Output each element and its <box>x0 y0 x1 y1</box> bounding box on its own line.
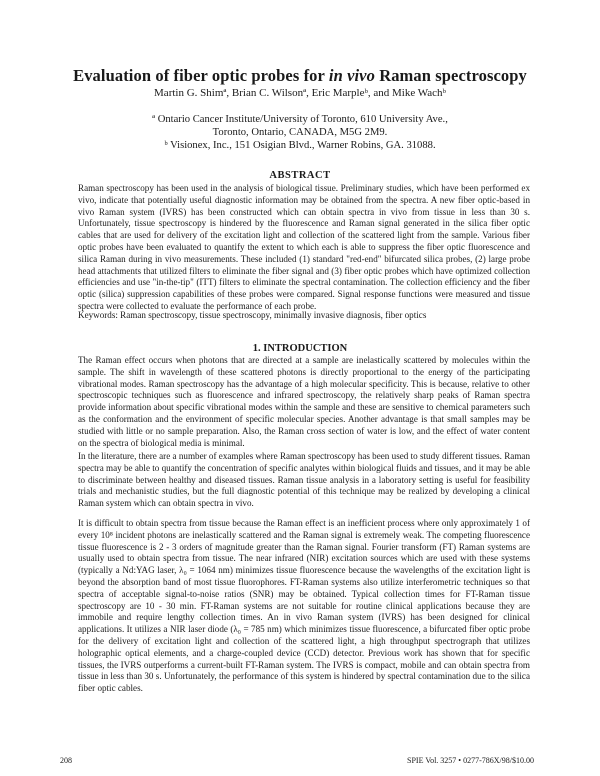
intro-paragraph-1: The Raman effect occurs when photons that are directed at a sample are inelastically scattered by molecules within the sample. The shift in wavelength of these scattered photons is directly proportional to the energy of the participating vibrational modes. Raman spectroscopy has the advantage of a high molecular specificity. This is because, relative to other spectroscopic techniques such as fluorescence and infrared spectroscopy, the relatively sharp peaks of Raman spectra provide information about specific vibrational modes within the sample and these are sensitive to chemical parameters such as the conformation and the environment of specific molecular species. Another advantage is that small samples may be studied with little or no sample preparation. Also, the Raman cross section of water is low, and the effect of water content on the spectra of biological media is minimal. <box>78 355 530 448</box>
abstract-text: Raman spectroscopy has been used in the analysis of biological tissue. Preliminary studies, which have been performed ex vivo, indicate that potentially useful diagnostic information may be obtained from the spectra. A new fiber optic-based in vivo Raman system (IVRS) has been constructed which can obtain spectra in vivo from tissue in less than 30 s. Unfortunately, tissue spectroscopy is hindered by the fluorescence and Raman signal generated in the silica fiber optic cables that are used for delivery of the excitation light and collection of the scattered light from the sample. Various fiber optic probes have been evaluated to quantify the extent to which each is able to suppress the fiber optic fluorescence and silica Raman during in vivo measurements. These included (1) standard "red-end" bifurcated silica probes, (2) large probe head attachments that utilized filters to eliminate the fiber signal and (3) fiber optic probes which have optimized collection efficiencies and use "in-the-tip" (ITT) filters to eliminate the spectral contamination. The collection efficiency and the fiber optic (silica) suppression capabilities of these probes were compared. Signal response functions were measured and tissue spectra were collected to evaluate the performance of each probe. <box>78 183 530 311</box>
affiliation-line-3: ᵇ Visionex, Inc., 151 Osigian Blvd., Warner Robins, GA. 31088. <box>164 140 436 151</box>
title-suffix: Raman spectroscopy <box>374 66 527 85</box>
paper-title <box>0 66 600 86</box>
title-prefix: Evaluation of fiber optic probes for <box>73 66 329 85</box>
affiliation-line-1: ª Ontario Cancer Institute/University of Toronto, 610 University Ave., <box>152 114 448 125</box>
page-number: 208 <box>60 756 72 765</box>
intro-paragraph-2: In the literature, there are a number of examples where Raman spectroscopy has been used to study different tissues. Raman spectra may be able to quantify the concentration of specific analytes within biological fluids and tissues, and it may be able to discriminate between healthy and diseased tissues. Raman tissue analysis in a laboratory setting is useful for feasibility trials and mechanistic studies, but the full diagnostic potential of this technique may be realized by developing a clinical Raman system which can obtain spectra in vivo. <box>78 451 530 509</box>
section-heading-introduction: 1. INTRODUCTION <box>252 343 348 354</box>
author-list: Martin G. Shimª, Brian C. Wilsonª, Eric Marpleᵇ, and Mike Wachᵇ <box>154 87 446 99</box>
keywords-line: Keywords: Raman spectroscopy, tissue spectroscopy, minimally invasive diagnosis, fiber optics <box>78 310 427 320</box>
footer-citation: SPIE Vol. 3257 • 0277-786X/98/$10.00 <box>407 756 534 765</box>
affiliation-line-2: Toronto, Ontario, CANADA, M5G 2M9. <box>212 127 388 138</box>
intro-paragraph-3: It is difficult to obtain spectra from tissue because the Raman effect is an inefficient process where only approximately 1 of every 10⁸ incident photons are inelastically scattered and the Raman signal is extremely weak. The competing fluorescence tissue fluorescence is 2 - 3 orders of magnitude greater than the Raman signal. Fourier transform (FT) Raman systems are usually used to obtain spectra from tissue. The near infrared (NIR) excitation sources which are used with these systems (typically a Nd:YAG laser, λ₀ = 1064 nm) minimizes tissue fluorescence because the wavelengths of the excitation light is beyond the absorption band of most tissue fluorophores. FT-Raman systems also utilize interferometric techniques so that spectra of acceptable signal-to-noise ratios (SNR) may be obtained. Typical collection times for FT-Raman tissue spectroscopy are 10 - 30 min. FT-Raman systems are not suitable for routine clinical applications because they are immobile and require lengthy collection times. An in vivo Raman system (IVRS) has been designed for clinical applications. It utilizes a NIR laser diode (λ₀ = 785 nm) which minimizes tissue fluorescence, a bifurcated fiber optic probe for the delivery of excitation light and collection of the scattered light, a high throughput spectrograph that utilizes holographic optical elements, and a charge-coupled device (CCD) detector. Previous work has shown that for specific tissues, the IVRS outperforms a current-built FT-Raman system. The IVRS is compact, mobile and can obtain spectra from tissue in less than 30 s. Unfortunately, the performance of this system is hindered by spectral contamination due to the silica fiber optic cables. <box>78 518 530 694</box>
abstract-heading: ABSTRACT <box>269 170 331 181</box>
title-italic: in vivo <box>328 66 375 85</box>
